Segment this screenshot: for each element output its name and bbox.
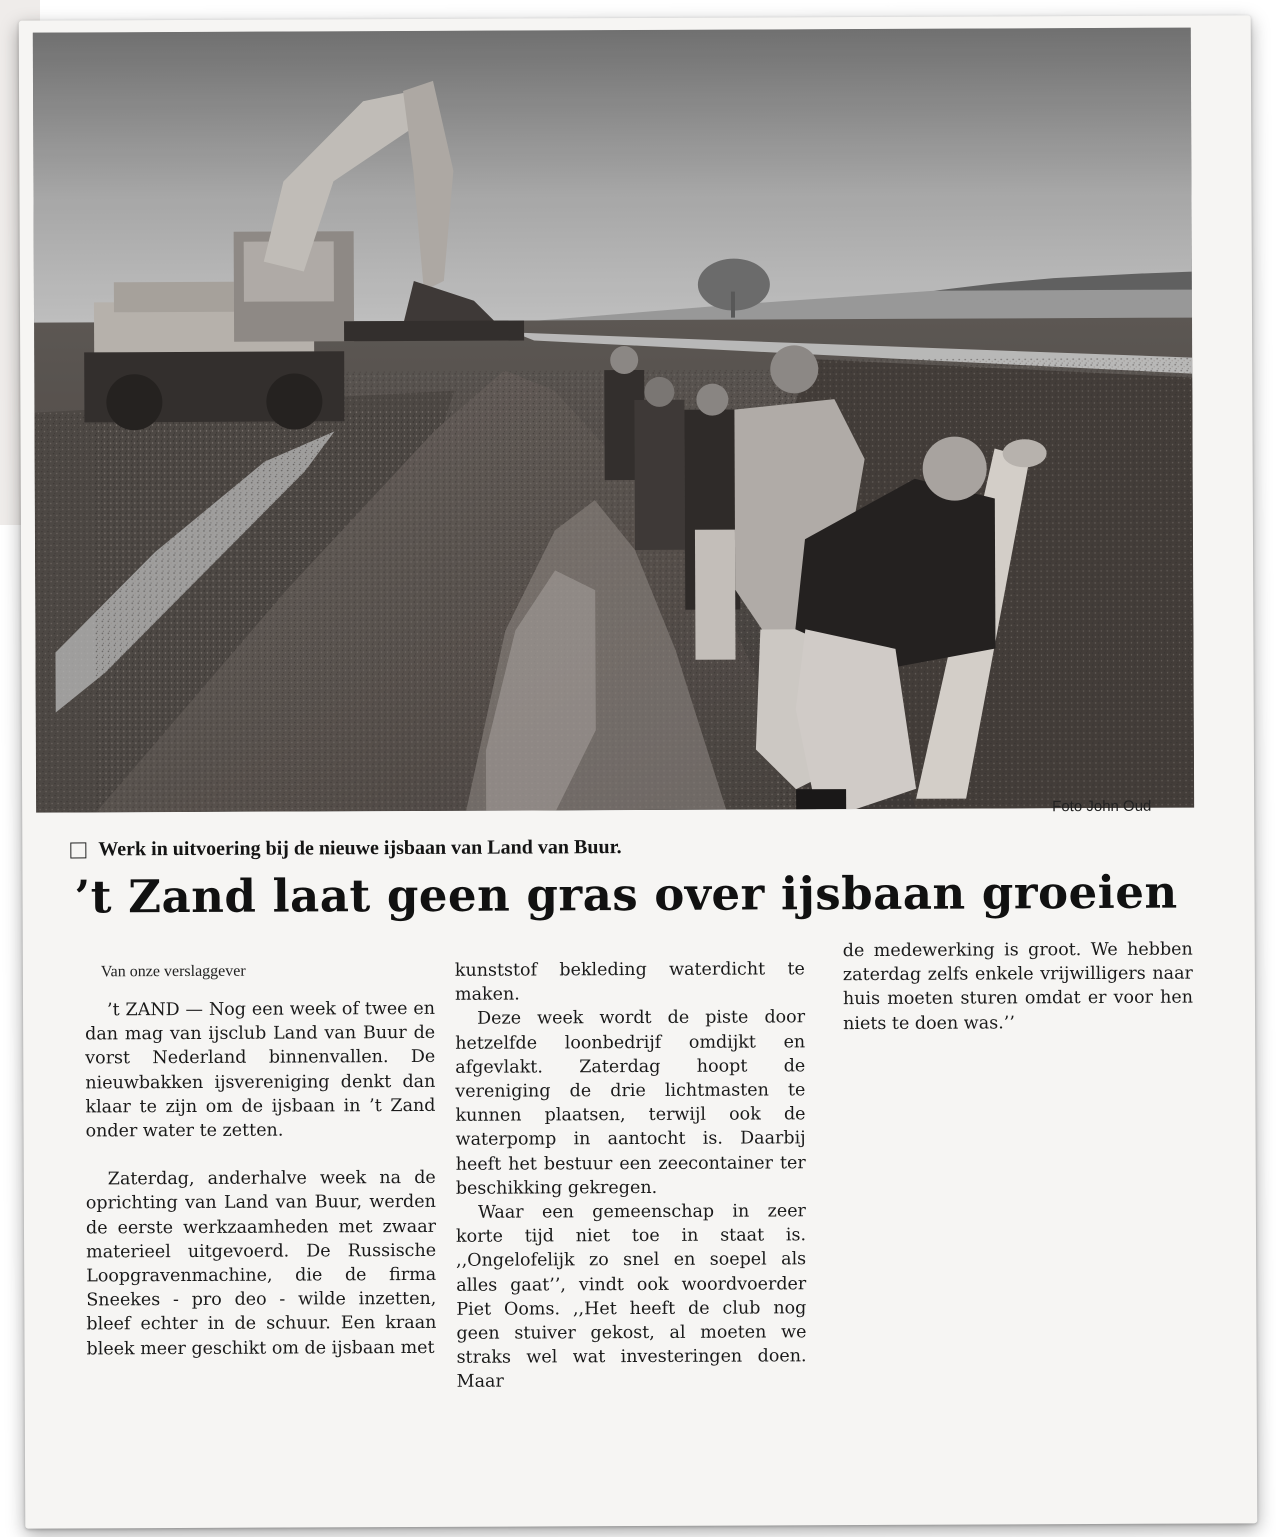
news-photo bbox=[33, 28, 1194, 816]
paragraph: Deze week wordt de piste door hetzelfde loonbedrijf omdijkt en afgevlakt. Zaterdag hoopt de vereniging de drie lichtmasten te kunnen plaatsen, terwijl ook de waterpomp in aantocht is. Daarbij heeft het bestuur een zeecontainer ter beschikking gekregen. bbox=[455, 1007, 806, 1199]
article-byline: Van onze verslaggever bbox=[100, 962, 246, 981]
excavator-trench-photo-icon bbox=[33, 28, 1194, 816]
paragraph: ’t ZAND — Nog een week of twee en dan mag van ijsclub Land van Buur de vorst Nederland binnenvallen. De nieuwbakken ijsvereniging denkt dan klaar te zijn om de ijsbaan in ’t Zand onder water te zetten. bbox=[85, 998, 436, 1142]
paragraph: de medewerking is groot. We hebben zaterdag zelfs enkele vrijwilligers naar huis moeten sturen omdat er voor hen niets te doen was.’’ bbox=[842, 939, 1194, 1034]
caption-square-icon bbox=[70, 842, 86, 858]
paragraph: kunststof bekleding waterdicht te maken. bbox=[454, 959, 805, 1006]
paragraph: Zaterdag, anderhalve week na de oprichting van Land van Buur, werden de eerste werkzaamheden met zwaar materieel uitgevoerd. De Russische Loopgravenmachine, die de firma Sneekes - pro deo - wilde inzetten, bleef echter in de schuur. Een kraan bleek meer geschikt om de ijsbaan met bbox=[85, 1168, 437, 1360]
newspaper-clipping bbox=[19, 15, 1258, 1528]
article-column-1 bbox=[85, 997, 437, 1361]
paragraph: Waar een gemeenschap in zeer korte tijd niet toe in staat is. ,,Ongelofelijk zo snel en soepel als alles gaat’’, vindt ook woordvoerder Piet Ooms. ,,Het heeft de club nog geen stuiver gekost, al moeten we straks wel wat investeringen doen. Maar bbox=[455, 1201, 807, 1393]
article-column-3 bbox=[843, 938, 1193, 1036]
caption-text: Werk in uitvoering bij de nieuwe ijsbaan van Land van Buur. bbox=[98, 836, 622, 861]
photo-caption bbox=[70, 836, 621, 861]
photo-credit: Foto John Oud bbox=[1052, 797, 1152, 816]
article-column-2 bbox=[455, 957, 807, 1394]
article-headline: ’t Zand laat geen gras over ijsbaan groeien bbox=[74, 865, 1178, 924]
